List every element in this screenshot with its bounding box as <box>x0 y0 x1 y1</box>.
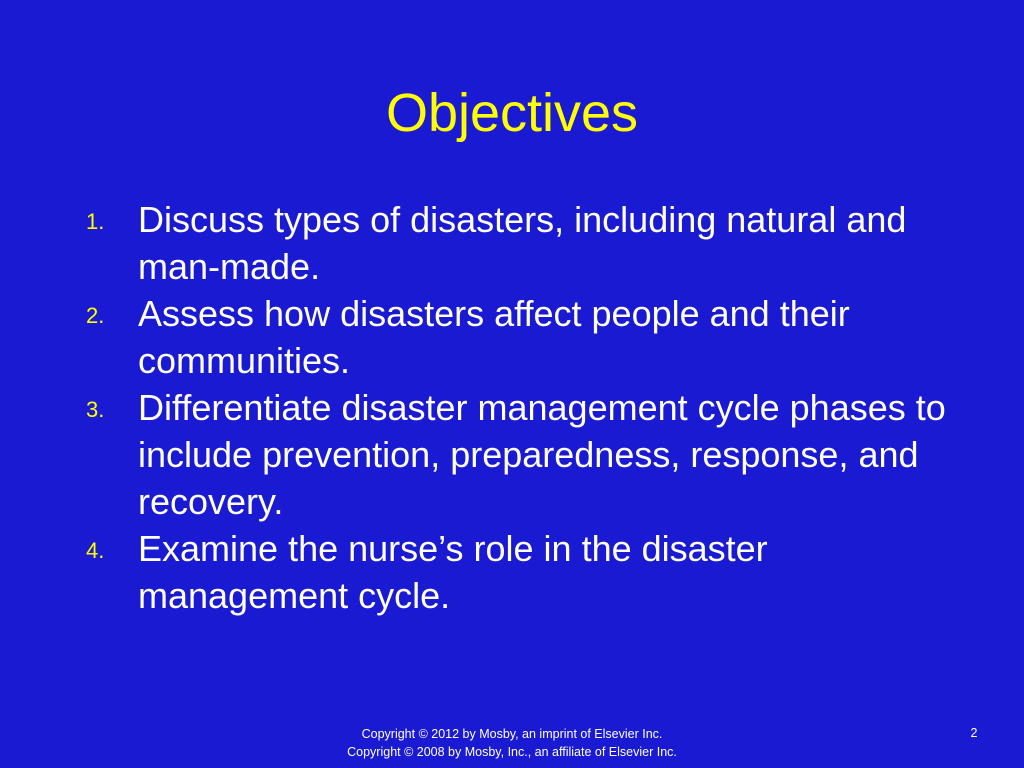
list-item <box>86 525 966 619</box>
list-item-text: Examine the nurse’s role in the disaster management cycle. <box>138 528 768 616</box>
list-item-text: Discuss types of disasters, including natural and man-made. <box>138 199 907 287</box>
copyright-footer <box>0 725 1024 761</box>
copyright-line-2: Copyright © 2008 by Mosby, Inc., an affiliate of Elsevier Inc. <box>347 745 677 759</box>
page-number: 2 <box>970 726 978 740</box>
list-item-number: 2. <box>86 303 105 328</box>
copyright-line-1: Copyright © 2012 by Mosby, an imprint of Elsevier Inc. <box>361 727 663 741</box>
list-item-number: 1. <box>86 209 105 234</box>
list-item-text: Assess how disasters affect people and their communities. <box>138 293 850 381</box>
list-item <box>86 384 966 525</box>
list-item-number: 3. <box>86 397 105 422</box>
objectives-list <box>86 196 966 619</box>
list-item-number: 4. <box>86 538 105 563</box>
slide-title: Objectives <box>385 83 639 143</box>
list-item-text: Differentiate disaster management cycle phases to include prevention, preparedness, response, and recovery. <box>138 387 946 522</box>
list-item <box>86 290 966 384</box>
list-item <box>86 196 966 290</box>
